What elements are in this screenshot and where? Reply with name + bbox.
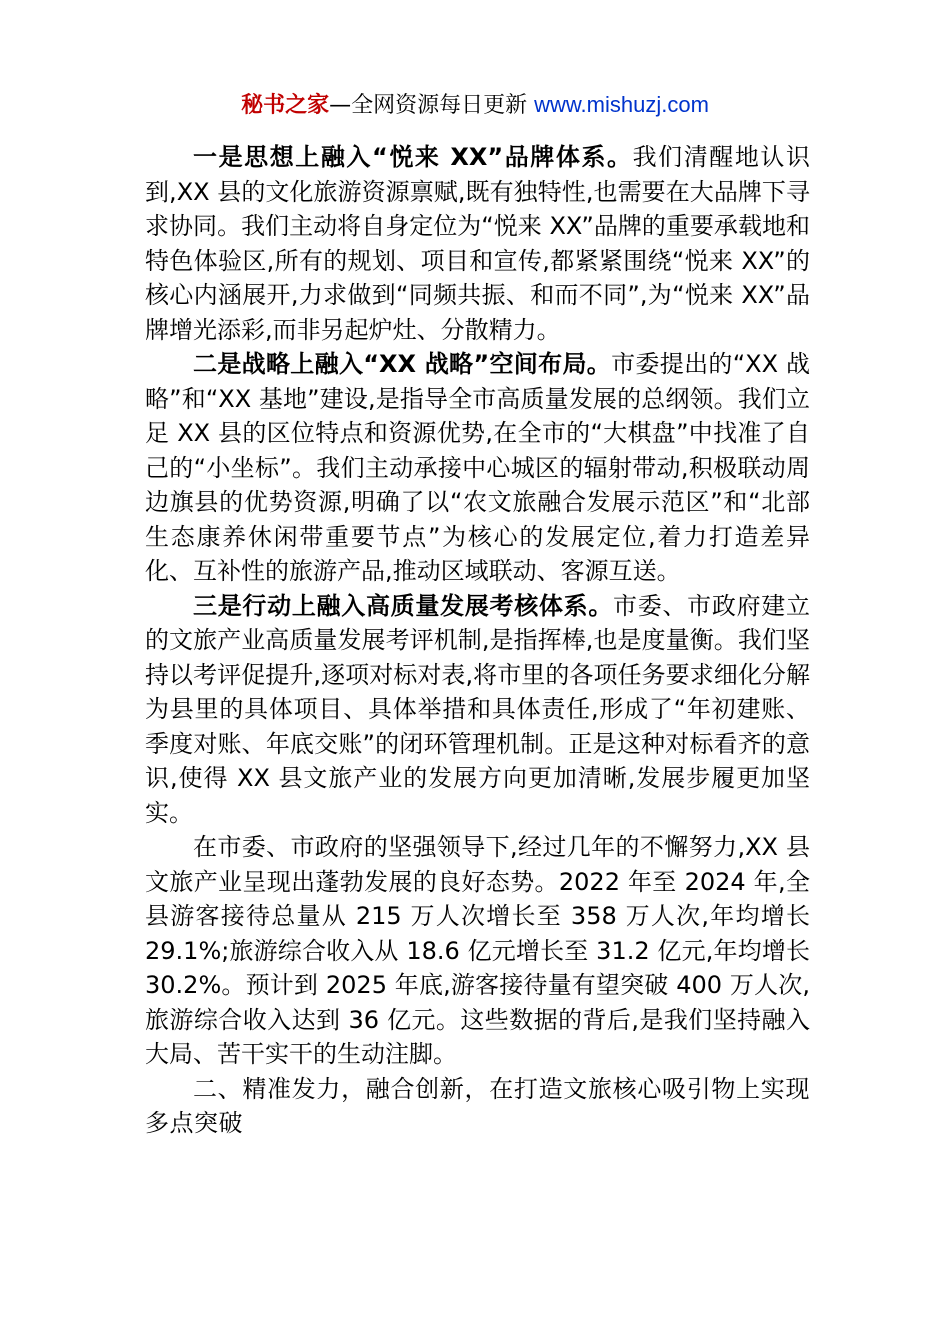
paragraph-3-lead: 三是行动上融入高质量发展考核体系。 (193, 591, 614, 620)
section-heading: 二、精准发力，融合创新，在打造文旅核心吸引物上实现多点突破 (145, 1074, 810, 1137)
paragraph-1-text: 我们清醒地认识到,XX 县的文化旅游资源禀赋,既有独特性,也需要在大品牌下寻求协同。我们主动将自身定位为“悦来 XX”品牌的重要承载地和特色体验区,所有的规划、项目和宣传,都紧紧围绕“悦来 XX”的核心内涵展开,力求做到“同频共振、和而不同”,为“悦来 XX”品牌增光添彩,而非另起炉灶、分散精力。 (145, 143, 810, 344)
document-body (145, 140, 810, 1141)
paragraph-2-lead: 二是战略上融入“XX 战略”空间布局。 (193, 350, 612, 378)
paragraph-3-text: 市委、市政府建立的文旅产业高质量发展考评机制,是指挥棒,也是度量衡。我们坚持以考评促提升,逐项对标对表,将市里的各项任务要求细化分解为县里的具体项目、具体举措和具体责任,形成了“年初建账、季度对账、年底交账”的闭环管理机制。正是这种对标看齐的意识,使得 XX 县文旅产业的发展方向更加清晰,发展步履更加坚实。 (145, 591, 811, 827)
site-brand: 秘书之家 (241, 93, 330, 118)
paragraph-2 (145, 347, 810, 589)
header-tagline: 全网资源每日更新 (351, 93, 528, 118)
page-header (0, 88, 950, 123)
paragraph-4-text: 在市委、市政府的坚强领导下,经过几年的不懈努力,XX 县文旅产业呈现出蓬勃发展的良好态势。2022 年至 2024 年,全县游客接待总量从 215 万人次增长至 358 万人次,年均增长 29.1%;旅游综合收入从 18.6 亿元增长至 31.2 亿元,年均增长 30.2%。预计到 2025 年底,游客接待量有望突破 400 万人次,旅游综合收入达到 36 亿元。这些数据的背后,是我们坚持融入大局、苦干实干的生动注脚。 (145, 833, 810, 1068)
header-dash: — (329, 93, 352, 118)
paragraph-1 (145, 140, 810, 347)
paragraph-3 (145, 589, 810, 831)
paragraph-2-text: 市委提出的“XX 战略”和“XX 基地”建设,是指导全市高质量发展的总纲领。我们立足 XX 县的区位特点和资源优势,在全市的“大棋盘”中找准了自己的“小坐标”。我们主动承接中心城区的辐射带动,积极联动周边旗县的优势资源,明确了以“农文旅融合发展示范区”和“北部生态康养休闲带重要节点”为核心的发展定位,着力打造差异化、互补性的旅游产品,推动区域联动、客源互送。 (145, 350, 810, 585)
paragraph-1-lead: 一是思想上融入“悦来 XX”品牌体系。 (193, 143, 633, 171)
site-url-link[interactable]: www.mishuzj.com (534, 92, 709, 117)
paragraph-4 (145, 830, 810, 1072)
